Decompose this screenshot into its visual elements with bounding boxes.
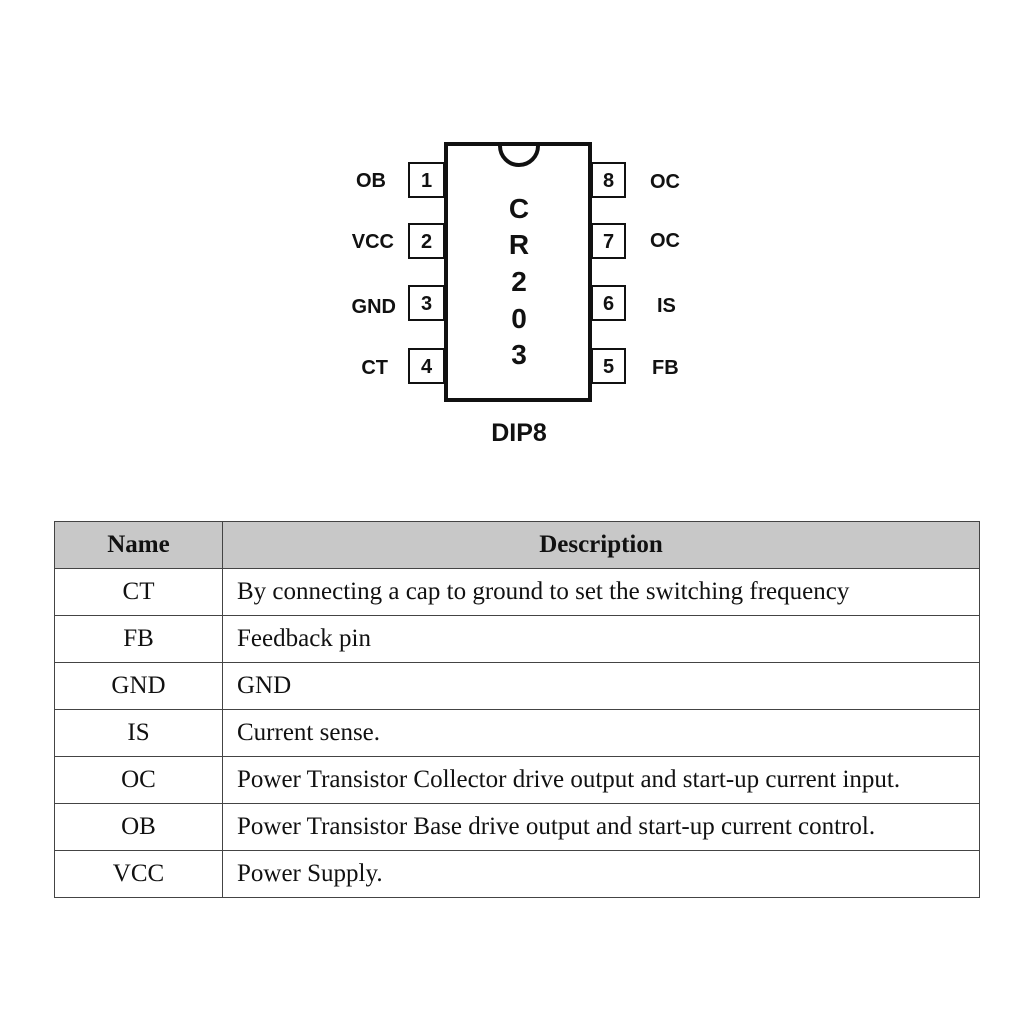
pin-label: CT [361,357,388,379]
pin-name-cell: GND [55,663,223,710]
right-pin-7 [592,224,680,258]
chip-name-char: C [508,193,530,224]
right-pin-8 [592,163,680,197]
pin-name-cell: CT [55,569,223,616]
pin-number: 8 [602,170,615,192]
pin-description-cell: Power Transistor Collector drive output and start-up current input. [223,757,980,804]
table-row [55,757,980,804]
pin-label: GND [351,296,396,318]
table-row [55,804,980,851]
pin-description-cell: Power Supply. [223,851,980,898]
pin-number: 7 [602,231,615,253]
pin-name-cell: IS [55,710,223,757]
pin-number: 3 [420,293,433,315]
pin-label: VCC [351,231,394,253]
pin-description-cell: By connecting a cap to ground to set the switching frequency [223,569,980,616]
left-pin-1 [356,163,444,197]
left-pin-2 [352,224,444,258]
header-name: Name [55,522,223,569]
pin-number: 6 [602,293,615,315]
pin-description-cell: Feedback pin [223,616,980,663]
table-header-row [55,522,980,569]
pin-label: OB [356,170,386,192]
pin-label: OC [650,171,680,193]
chip-name-char: 3 [511,339,527,370]
pin-description-table [54,521,980,898]
pin-name-cell: VCC [55,851,223,898]
pin-label: OC [650,230,680,252]
package-label: DIP8 [491,419,547,447]
chip-name-char: 0 [511,303,527,334]
pin-number: 4 [420,356,433,378]
table-row [55,710,980,757]
pin-number: 2 [420,231,433,253]
header-description: Description [223,522,980,569]
pin-description-cell: Power Transistor Base drive output and start-up current control. [223,804,980,851]
right-pin-5 [592,349,679,383]
table-row [55,851,980,898]
left-pin-4 [361,349,444,383]
table-row [55,569,980,616]
pin-label: IS [657,295,676,317]
pin-description-cell: Current sense. [223,710,980,757]
pin-name-cell: OB [55,804,223,851]
ic-pinout-diagram [0,0,1024,470]
chip-name-char: R [508,229,530,260]
table-row [55,663,980,710]
pin-label: FB [652,357,679,379]
pin-number: 5 [602,356,615,378]
left-pin-3 [352,286,444,320]
pin-number: 1 [420,170,433,192]
table-row [55,616,980,663]
chip-name-char: 2 [511,266,527,297]
pin-name-cell: FB [55,616,223,663]
pin-description-cell: GND [223,663,980,710]
right-pin-6 [592,286,676,320]
pin-name-cell: OC [55,757,223,804]
